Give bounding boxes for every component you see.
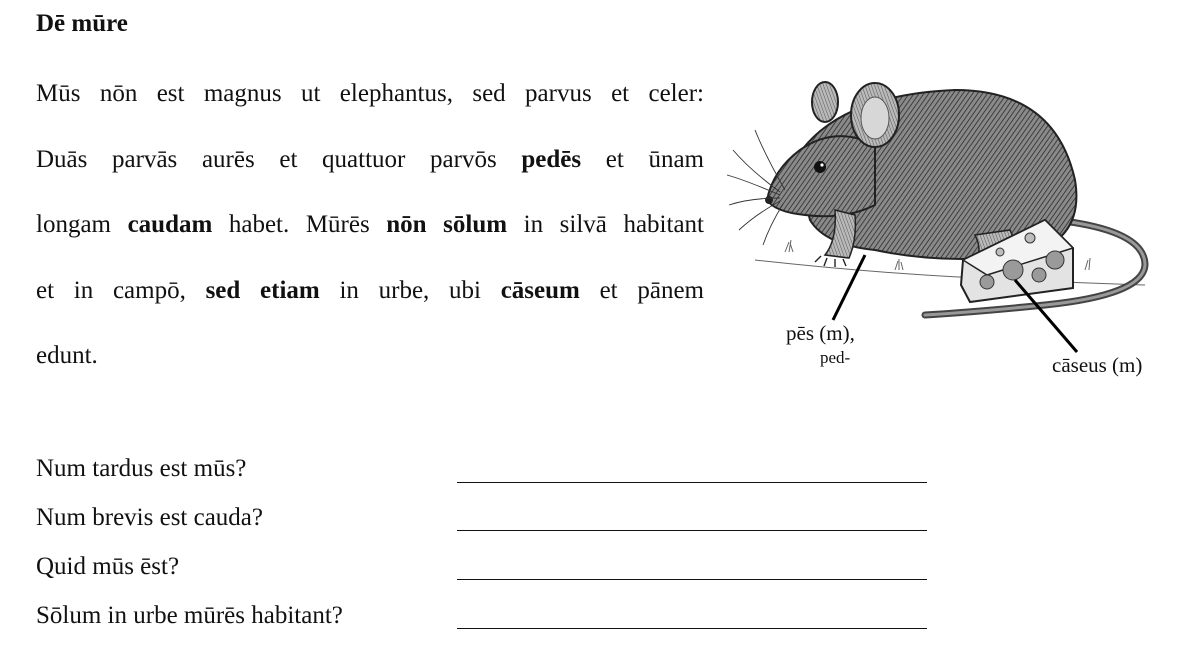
- label-caseus: cāseus (m): [1052, 353, 1143, 377]
- paragraph-line: [36, 332, 704, 398]
- text-segment: et in campō,: [36, 276, 206, 304]
- paragraph-line: [36, 70, 704, 136]
- page-title: Dē mūre: [36, 10, 128, 37]
- paragraph-line: [36, 201, 704, 267]
- bold-term: pedēs: [521, 145, 582, 173]
- answer-line-2[interactable]: [457, 530, 927, 531]
- text-segment: habet. Mūrēs: [212, 211, 387, 238]
- label-pes: pēs (m),: [786, 321, 855, 345]
- text-segment: Duās parvās aurēs et quattuor parvōs: [36, 145, 522, 173]
- mouse-nose: [765, 196, 773, 204]
- paragraph-line: [36, 136, 704, 202]
- question-3: Quid mūs ēst?: [36, 553, 180, 580]
- mouse-ear: [812, 82, 838, 122]
- pes-pointer-line: [833, 255, 865, 320]
- text-segment: longam: [36, 211, 128, 238]
- question-1: Num tardus est mūs?: [36, 455, 247, 482]
- label-pes-stem: ped-: [820, 348, 851, 367]
- bold-term: nōn sōlum: [386, 211, 508, 238]
- answer-line-3[interactable]: [457, 579, 927, 580]
- reading-paragraph: [36, 70, 704, 398]
- answer-line-1[interactable]: [457, 482, 927, 483]
- paragraph-line: [36, 267, 704, 333]
- bold-term: sed etiam: [205, 276, 320, 304]
- text-segment: Mūs nōn est magnus ut elephantus, sed parvus et celer:: [36, 80, 704, 107]
- answer-line-4[interactable]: [457, 628, 927, 629]
- text-segment: in silvā habitant: [507, 211, 704, 238]
- bold-term: caudam: [127, 211, 213, 238]
- text-segment: in urbe, ubi: [319, 276, 501, 304]
- mouse-eye: [814, 161, 826, 173]
- bold-term: cāseum: [500, 276, 580, 304]
- text-segment: et pānem: [579, 276, 704, 304]
- question-4: Sōlum in urbe mūrēs habitant?: [36, 602, 343, 629]
- text-segment: et ūnam: [581, 145, 704, 173]
- question-2: Num brevis est cauda?: [36, 504, 264, 531]
- mouse-illustration: [725, 70, 1165, 390]
- text-segment: edunt.: [36, 342, 98, 369]
